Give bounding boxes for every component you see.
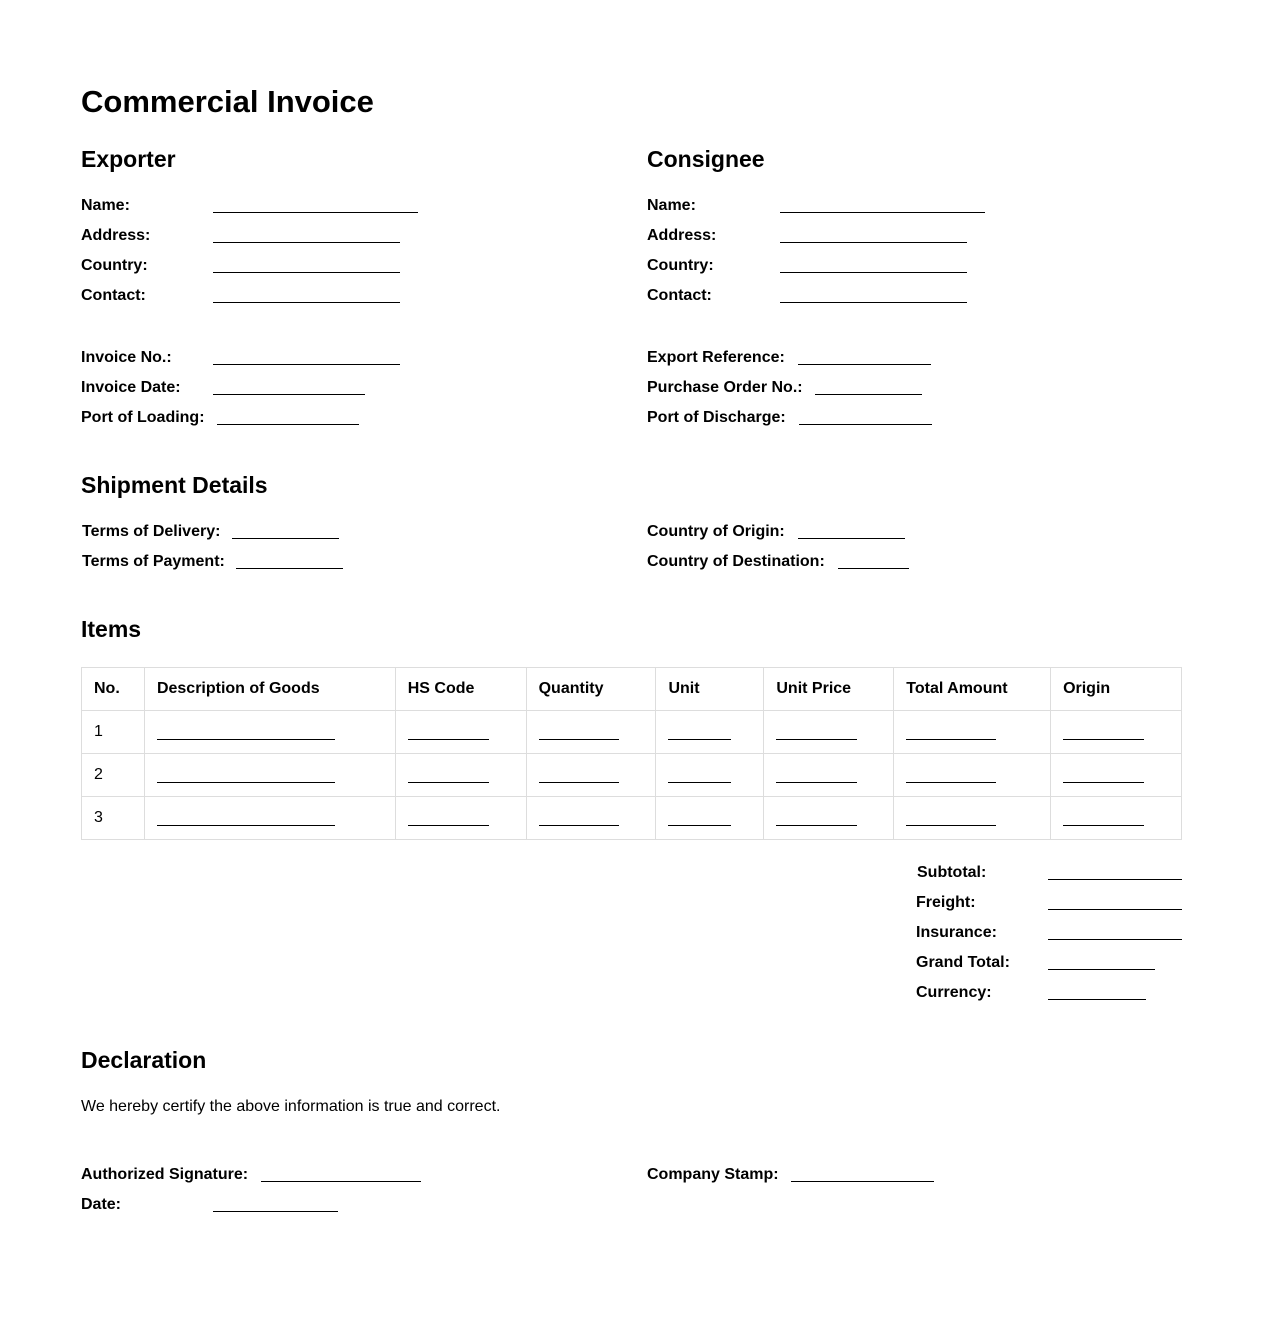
hs-code-cell[interactable] bbox=[395, 711, 526, 754]
unit-cell[interactable] bbox=[656, 754, 764, 797]
consignee-name-label: Name: bbox=[647, 197, 696, 214]
country-of-origin-label: Country of Origin: bbox=[647, 523, 785, 540]
hs-code-field[interactable] bbox=[408, 825, 489, 826]
port-of-loading-field[interactable] bbox=[217, 424, 359, 425]
items-heading: Items bbox=[81, 616, 142, 642]
authorized-signature-label: Authorized Signature: bbox=[81, 1166, 249, 1183]
column-header-no: No. bbox=[82, 668, 145, 711]
hs-code-field[interactable] bbox=[408, 782, 489, 783]
column-header-total-amount: Total Amount bbox=[894, 668, 1051, 711]
description-cell[interactable] bbox=[144, 711, 395, 754]
consignee-address-field[interactable] bbox=[780, 242, 967, 243]
country-of-destination-field[interactable] bbox=[838, 568, 909, 569]
insurance-label: Insurance: bbox=[916, 924, 997, 941]
origin-field[interactable] bbox=[1063, 825, 1144, 826]
invoice-date-label: Invoice Date: bbox=[81, 379, 181, 396]
hs-code-cell[interactable] bbox=[395, 797, 526, 840]
origin-cell[interactable] bbox=[1051, 797, 1182, 840]
total-amount-cell[interactable] bbox=[894, 754, 1051, 797]
total-amount-field[interactable] bbox=[906, 825, 996, 826]
port-of-discharge-label: Port of Discharge: bbox=[647, 409, 786, 426]
column-header-hs-code: HS Code bbox=[395, 668, 526, 711]
unit-price-field[interactable] bbox=[776, 825, 857, 826]
description-cell[interactable] bbox=[144, 797, 395, 840]
quantity-cell[interactable] bbox=[526, 797, 656, 840]
invoice-date-field[interactable] bbox=[213, 394, 365, 395]
unit-price-field[interactable] bbox=[776, 739, 857, 740]
description-field[interactable] bbox=[157, 739, 335, 740]
country-of-origin-field[interactable] bbox=[798, 538, 905, 539]
document-title: Commercial Invoice bbox=[81, 84, 374, 119]
table-row bbox=[82, 711, 1182, 754]
row-number: 1 bbox=[82, 711, 145, 754]
port-of-discharge-field[interactable] bbox=[799, 424, 932, 425]
exporter-name-field[interactable] bbox=[213, 212, 418, 213]
consignee-country-label: Country: bbox=[647, 257, 714, 274]
table-header-row bbox=[82, 668, 1182, 711]
unit-price-cell[interactable] bbox=[764, 797, 894, 840]
quantity-field[interactable] bbox=[539, 782, 619, 783]
consignee-address-label: Address: bbox=[647, 227, 717, 244]
exporter-name-label: Name: bbox=[81, 197, 130, 214]
total-amount-cell[interactable] bbox=[894, 711, 1051, 754]
invoice-no-label: Invoice No.: bbox=[81, 349, 172, 366]
total-amount-cell[interactable] bbox=[894, 797, 1051, 840]
consignee-contact-field[interactable] bbox=[780, 302, 967, 303]
exporter-address-label: Address: bbox=[81, 227, 151, 244]
currency-field[interactable] bbox=[1048, 999, 1146, 1000]
country-of-destination-label: Country of Destination: bbox=[647, 553, 825, 570]
authorized-signature-field[interactable] bbox=[261, 1181, 421, 1182]
row-number: 3 bbox=[82, 797, 145, 840]
description-field[interactable] bbox=[157, 825, 335, 826]
unit-field[interactable] bbox=[668, 825, 731, 826]
consignee-heading: Consignee bbox=[647, 146, 765, 172]
origin-cell[interactable] bbox=[1051, 711, 1182, 754]
table-row bbox=[82, 754, 1182, 797]
origin-field[interactable] bbox=[1063, 782, 1144, 783]
column-header-unit-price: Unit Price bbox=[764, 668, 894, 711]
quantity-cell[interactable] bbox=[526, 754, 656, 797]
column-header-origin: Origin bbox=[1051, 668, 1182, 711]
terms-of-delivery-field[interactable] bbox=[232, 538, 339, 539]
column-header-description: Description of Goods bbox=[144, 668, 395, 711]
declaration-text: We hereby certify the above information is true and correct. bbox=[81, 1098, 501, 1115]
subtotal-label: Subtotal: bbox=[917, 864, 987, 881]
freight-label: Freight: bbox=[916, 894, 976, 911]
port-of-loading-label: Port of Loading: bbox=[81, 409, 205, 426]
total-amount-field[interactable] bbox=[906, 782, 996, 783]
unit-field[interactable] bbox=[668, 782, 731, 783]
export-reference-field[interactable] bbox=[798, 364, 931, 365]
unit-cell[interactable] bbox=[656, 711, 764, 754]
column-header-unit: Unit bbox=[656, 668, 764, 711]
hs-code-field[interactable] bbox=[408, 739, 489, 740]
insurance-field[interactable] bbox=[1048, 939, 1182, 940]
grand-total-label: Grand Total: bbox=[916, 954, 1010, 971]
exporter-country-label: Country: bbox=[81, 257, 148, 274]
hs-code-cell[interactable] bbox=[395, 754, 526, 797]
grand-total-field[interactable] bbox=[1048, 969, 1155, 970]
purchase-order-label: Purchase Order No.: bbox=[647, 379, 803, 396]
consignee-country-field[interactable] bbox=[780, 272, 967, 273]
date-field[interactable] bbox=[213, 1211, 338, 1212]
unit-field[interactable] bbox=[668, 739, 731, 740]
consignee-name-field[interactable] bbox=[780, 212, 985, 213]
unit-price-cell[interactable] bbox=[764, 754, 894, 797]
company-stamp-label: Company Stamp: bbox=[647, 1166, 779, 1183]
subtotal-field[interactable] bbox=[1048, 879, 1182, 880]
date-label: Date: bbox=[81, 1196, 122, 1213]
terms-of-delivery-label: Terms of Delivery: bbox=[82, 523, 221, 540]
export-reference-label: Export Reference: bbox=[647, 349, 785, 366]
terms-of-payment-label: Terms of Payment: bbox=[82, 553, 225, 570]
exporter-contact-label: Contact: bbox=[81, 287, 146, 304]
invoice-no-field[interactable] bbox=[213, 364, 400, 365]
exporter-address-field[interactable] bbox=[213, 242, 400, 243]
exporter-country-field[interactable] bbox=[213, 272, 400, 273]
quantity-cell[interactable] bbox=[526, 711, 656, 754]
origin-cell[interactable] bbox=[1051, 754, 1182, 797]
purchase-order-field[interactable] bbox=[815, 394, 922, 395]
consignee-contact-label: Contact: bbox=[647, 287, 712, 304]
total-amount-field[interactable] bbox=[906, 739, 996, 740]
unit-price-cell[interactable] bbox=[764, 711, 894, 754]
unit-price-field[interactable] bbox=[776, 782, 857, 783]
table-row bbox=[82, 797, 1182, 840]
declaration-heading: Declaration bbox=[81, 1047, 207, 1073]
currency-label: Currency: bbox=[916, 984, 992, 1001]
row-number: 2 bbox=[82, 754, 145, 797]
company-stamp-field[interactable] bbox=[791, 1181, 934, 1182]
exporter-heading: Exporter bbox=[81, 146, 176, 172]
column-header-quantity: Quantity bbox=[526, 668, 656, 711]
shipment-heading: Shipment Details bbox=[81, 472, 268, 498]
exporter-contact-field[interactable] bbox=[213, 302, 400, 303]
terms-of-payment-field[interactable] bbox=[236, 568, 343, 569]
freight-field[interactable] bbox=[1048, 909, 1182, 910]
quantity-field[interactable] bbox=[539, 739, 619, 740]
unit-cell[interactable] bbox=[656, 797, 764, 840]
description-cell[interactable] bbox=[144, 754, 395, 797]
description-field[interactable] bbox=[157, 782, 335, 783]
quantity-field[interactable] bbox=[539, 825, 619, 826]
origin-field[interactable] bbox=[1063, 739, 1144, 740]
items-table bbox=[81, 667, 1182, 840]
